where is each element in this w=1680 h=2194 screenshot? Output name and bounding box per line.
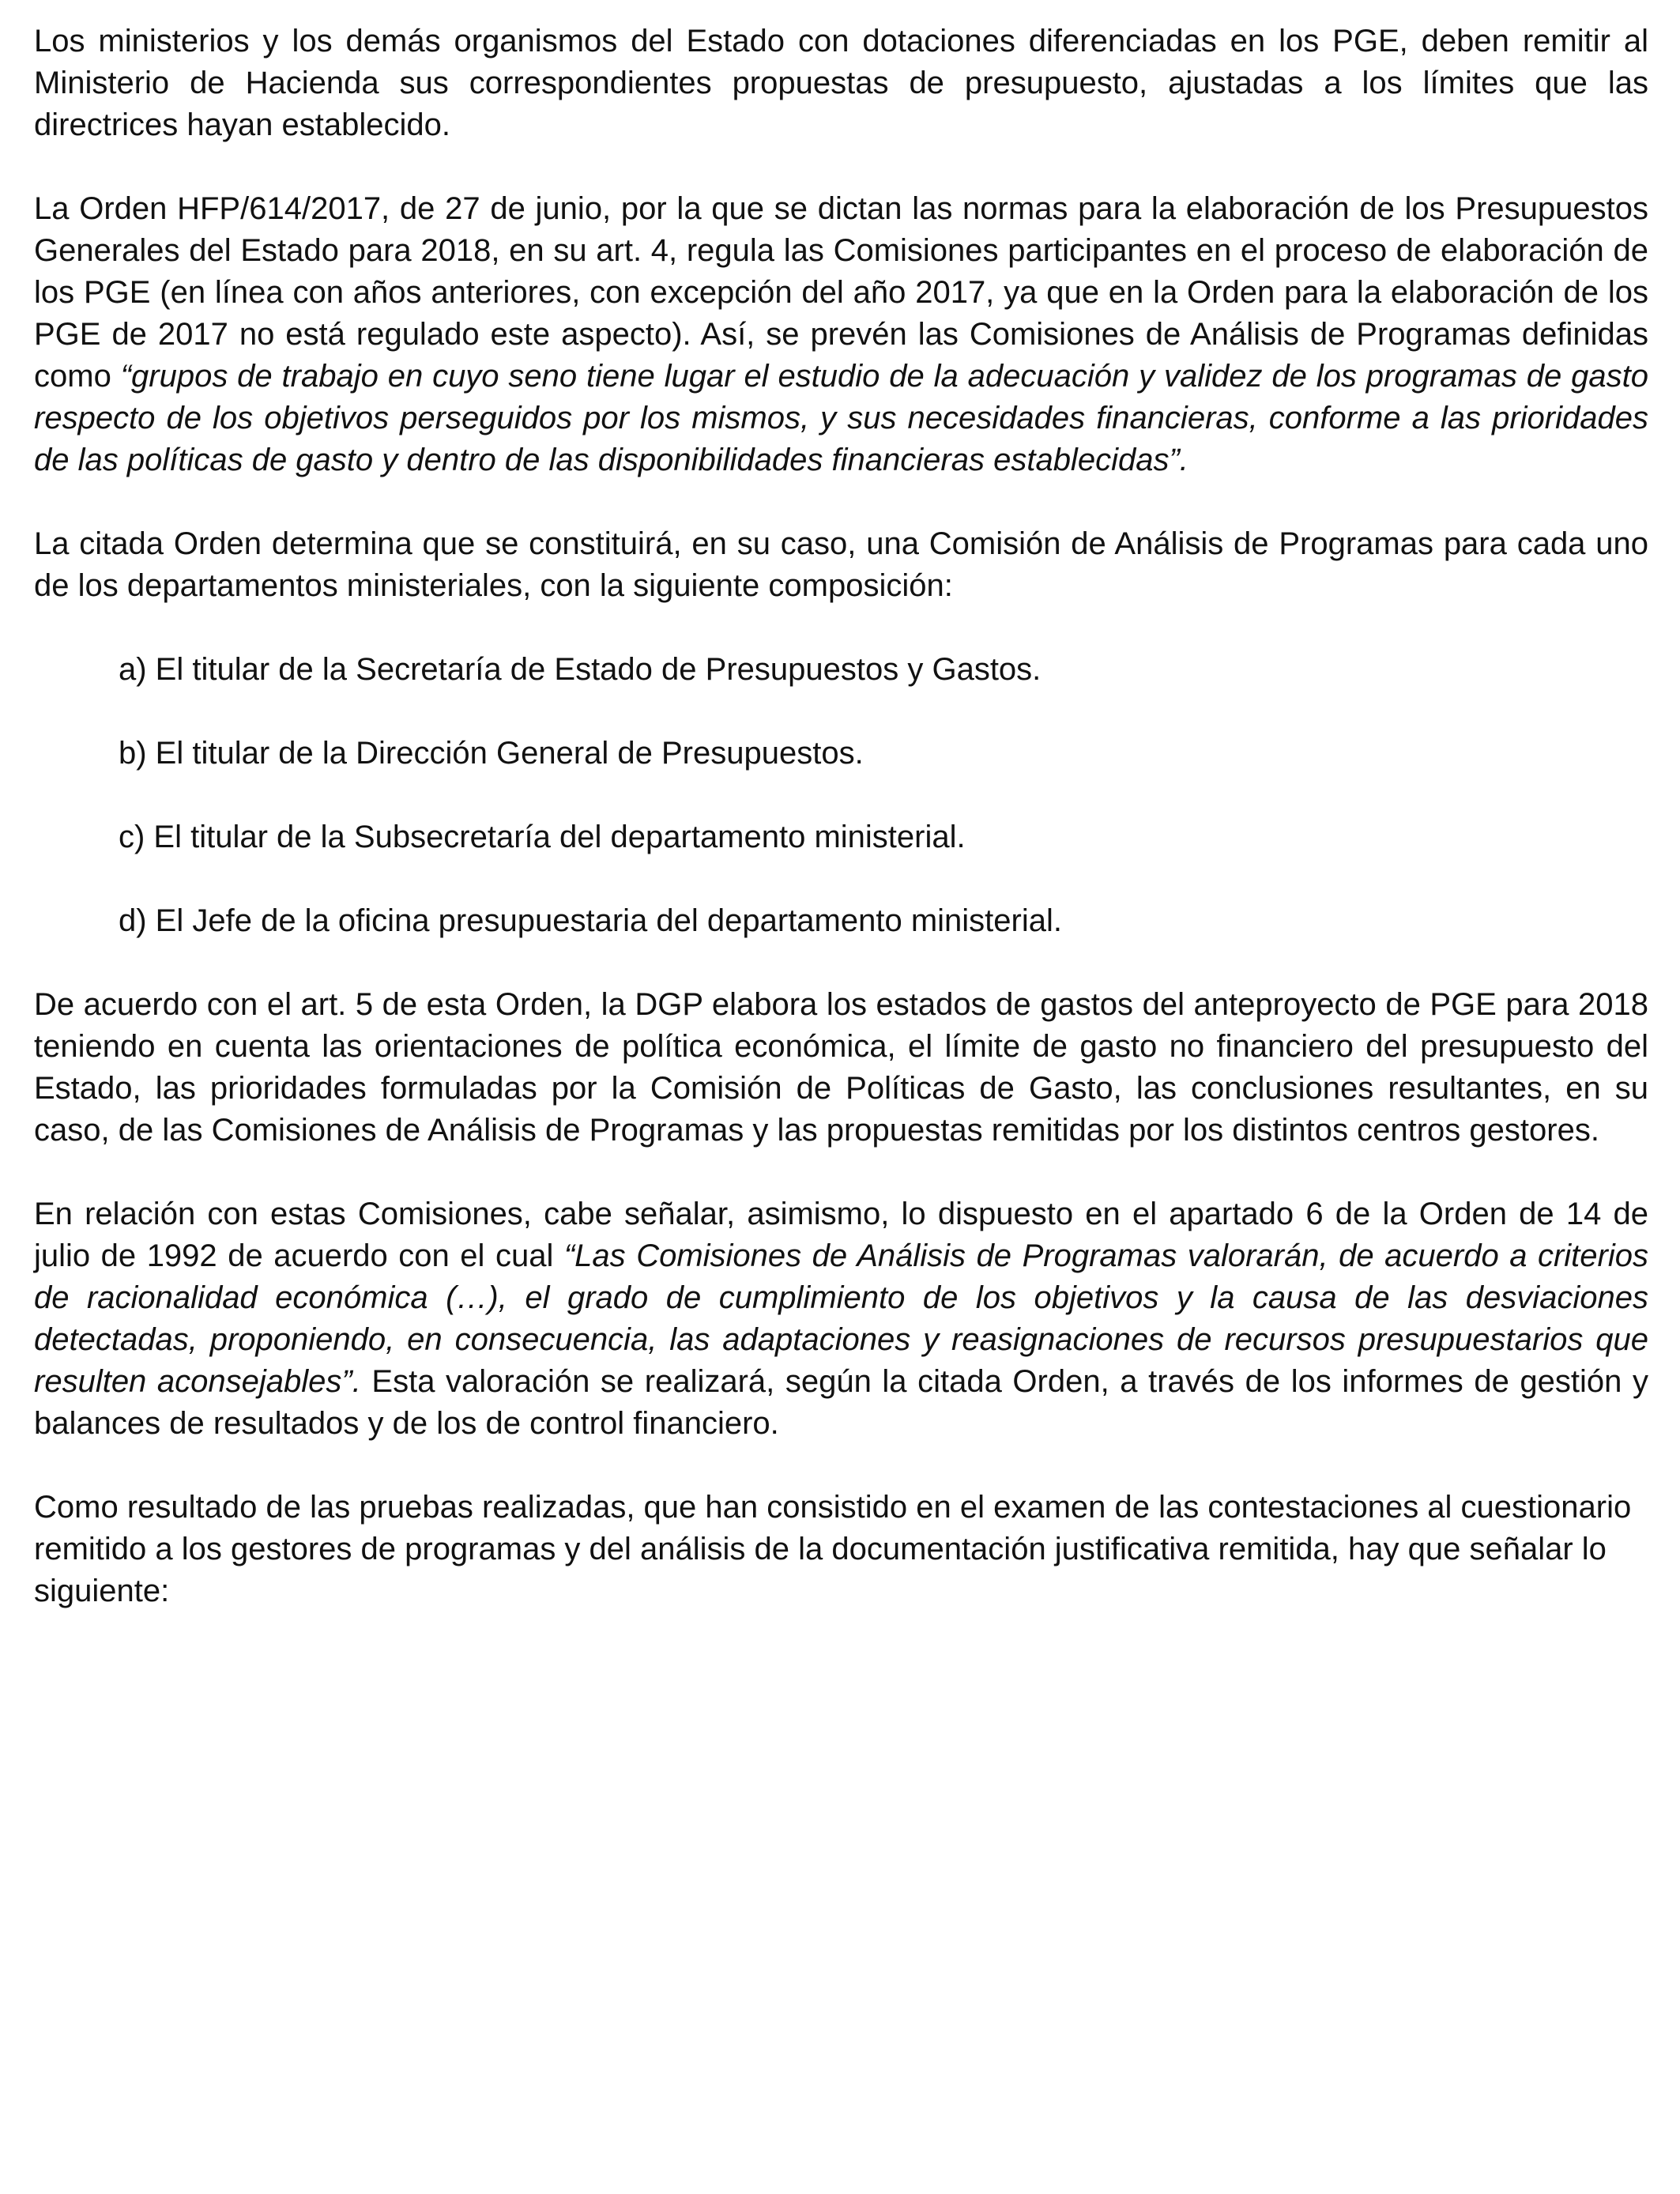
paragraph-composicion: La citada Orden determina que se constituirá, en su caso, una Comisión de Análisis de Programas para cada uno de los departamentos ministeriales, con la siguiente composición: [34, 526, 1648, 603]
paragraph-orden-hfp [34, 188, 1648, 481]
paragraph-orden-1992-tail: Esta valoración se realizará, según la citada Orden, a través de los informes de gestión y balances de resultados y de los de control financiero. [34, 1364, 1648, 1441]
paragraph-orden-1992-text: En relación con estas Comisiones, cabe señalar, asimismo, lo dispuesto en el apartado 6 de la Orden de 14 de julio de 1992 de acuerdo con el cual [34, 1197, 1648, 1273]
paragraph-resultado: Como resultado de las pruebas realizadas, que han consistido en el examen de las contestaciones al cuestionario remitido a los gestores de programas y del análisis de la documentación justificativa remitida, hay que señalar lo siguiente: [34, 1490, 1632, 1608]
paragraph-ministerios: Los ministerios y los demás organismos del Estado con dotaciones diferenciadas en los PGE, deben remitir al Ministerio de Hacienda sus correspondientes propuestas de presupuesto, ajustadas a los límites que las directrices hayan establecido. [34, 24, 1648, 142]
paragraph-orden-1992-quote: “Las Comisiones de Análisis de Programas valorarán, de acuerdo a criterios de racionalidad económica (…), el grado de cumplimiento de los objetivos y la causa de las desviaciones detectadas, proponiendo, en consecuencia, las adaptaciones y reasignaciones de recursos presupuestarios que resulten aconsejables”. [34, 1238, 1648, 1399]
list-item-c: c) El titular de la Subsecretaría del departamento ministerial. [119, 820, 966, 854]
list-item-a: a) El titular de la Secretaría de Estado de Presupuestos y Gastos. [119, 652, 1042, 687]
paragraph-orden-1992 [34, 1193, 1648, 1445]
paragraph-orden-hfp-text: La Orden HFP/614/2017, de 27 de junio, por la que se dictan las normas para la elaboración de los Presupuestos Generales del Estado para 2018, en su art. 4, regula las Comisiones participantes en el proceso de elaboración de los PGE (en línea con años anteriores, con excepción del año 2017, ya que en la Orden para la elaboración de los PGE de 2017 no está regulado este aspecto). Así, se prevén las Comisiones de Análisis de Programas definidas como [34, 191, 1648, 394]
document-page [34, 21, 1648, 1654]
list-item-b: b) El titular de la Dirección General de Presupuestos. [119, 736, 864, 771]
paragraph-orden-hfp-quote: “grupos de trabajo en cuyo seno tiene lugar el estudio de la adecuación y validez de los programas de gasto respecto de los objetivos perseguidos por los mismos, y sus necesidades financieras, conforme a las prioridades de las políticas de gasto y dentro de las disponibilidades financieras establecidas”. [34, 359, 1648, 477]
list-item-d: d) El Jefe de la oficina presupuestaria del departamento ministerial. [119, 903, 1062, 938]
paragraph-art5: De acuerdo con el art. 5 de esta Orden, la DGP elabora los estados de gastos del anteproyecto de PGE para 2018 teniendo en cuenta las orientaciones de política económica, el límite de gasto no financiero del presupuesto del Estado, las prioridades formuladas por la Comisión de Políticas de Gasto, las conclusiones resultantes, en su caso, de las Comisiones de Análisis de Programas y las propuestas remitidas por los distintos centros gestores. [34, 987, 1648, 1148]
